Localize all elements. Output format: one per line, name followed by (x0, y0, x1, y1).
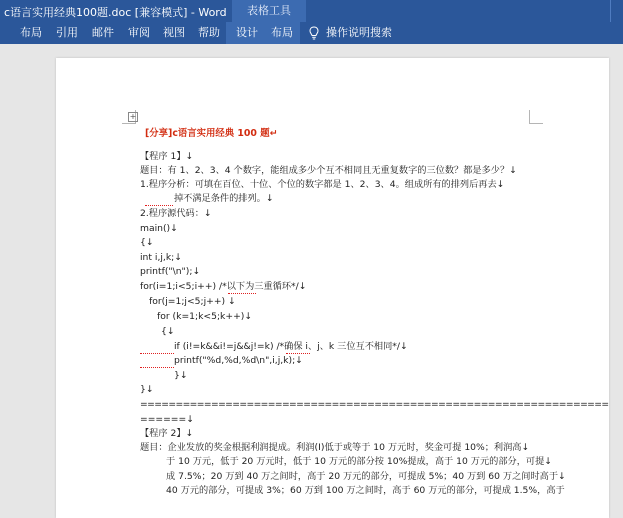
code-line: for(i=1;i<5;i++) /*以下为三重循环*/↓ (140, 281, 307, 292)
code-line: for (k=1;k<5;k++)↓ (157, 311, 253, 322)
document-title: [分享]c语言实用经典 100 题↵ (145, 128, 278, 139)
doc-line: 于 10 万元，低于 20 万元时，低于 10 万元的部分按 10%提成，高于 10 万元的部分，可提↓ (166, 456, 552, 467)
tab-table-layout[interactable]: 布局 (271, 26, 293, 39)
separator-line: ================================================================== (140, 399, 609, 410)
code-line: for(j=1;j<5;j++) ↓ (149, 296, 236, 307)
tab-references[interactable]: 引用 (56, 26, 78, 39)
program-2-heading: 【程序 2】↓ (140, 428, 194, 439)
code-line: main()↓ (140, 223, 178, 234)
margin-corner-top-right (529, 110, 543, 124)
title-bar-edge (610, 0, 623, 22)
code-line: {↓ (140, 237, 154, 248)
spellcheck-underline (140, 367, 174, 368)
doc-line: 题目：有 1、2、3、4 个数字，能组成多少个互不相同且无重复数字的三位数？都是多少？↓ (140, 165, 517, 176)
lightbulb-icon (309, 26, 319, 40)
doc-line: 1.程序分析：可填在百位、十位、个位的数字都是 1、2、3、4。组成所有的排列后再去↓ (140, 179, 505, 190)
code-line: }↓ (174, 370, 188, 381)
program-1-heading: 【程序 1】↓ (140, 151, 194, 162)
tell-me-search[interactable]: 操作说明搜索 (326, 26, 392, 39)
tab-table-design[interactable]: 设计 (236, 26, 258, 39)
ribbon-tab-bar (0, 22, 623, 44)
spellcheck-underline (228, 293, 256, 294)
doc-line: 掉不满足条件的排列。↓ (174, 193, 274, 204)
tab-view[interactable]: 视图 (163, 26, 185, 39)
tab-help[interactable]: 帮助 (198, 26, 220, 39)
spellcheck-underline (140, 353, 174, 354)
tab-mailings[interactable]: 邮件 (92, 26, 114, 39)
doc-line: 成 7.5%；20 万到 40 万之间时，高于 20 万元的部分，可提成 5%；40 万到 60 万之间时高于↓ (166, 471, 566, 482)
code-line: }↓ (140, 384, 154, 395)
tab-layout[interactable]: 布局 (20, 26, 42, 39)
document-page[interactable] (56, 58, 609, 518)
spellcheck-underline (145, 205, 173, 206)
doc-line: 2.程序源代码：↓ (140, 208, 212, 219)
title-bar (0, 0, 623, 22)
window-title: c语言实用经典100题.doc [兼容模式] - Word (4, 6, 227, 19)
code-line: if (i!=k&&i!=j&&j!=k) /*确保 i、j、k 三位互不相同*/↓ (174, 341, 408, 352)
doc-line: 40 万元的部分，可提成 3%；60 万到 100 万之间时，高于 60 万元的部分，可提成 1.5%，高于 (166, 485, 565, 496)
document-canvas[interactable] (0, 44, 623, 496)
code-line: printf("\n");↓ (140, 266, 201, 277)
table-move-handle-icon[interactable]: + (129, 112, 137, 121)
code-line: printf("%d,%d,%d\n",i,j,k);↓ (174, 355, 303, 366)
spellcheck-underline (286, 353, 310, 354)
separator-line: ======↓ (140, 414, 194, 425)
doc-line: 题目：企业发放的奖金根据利润提成。利润(I)低于或等于 10 万元时，奖金可提 10%；利润高↓ (140, 442, 530, 453)
tab-review[interactable]: 审阅 (128, 26, 150, 39)
code-line: {↓ (161, 326, 175, 337)
context-tab-group-label: 表格工具 (232, 0, 306, 22)
code-line: int i,j,k;↓ (140, 252, 182, 263)
